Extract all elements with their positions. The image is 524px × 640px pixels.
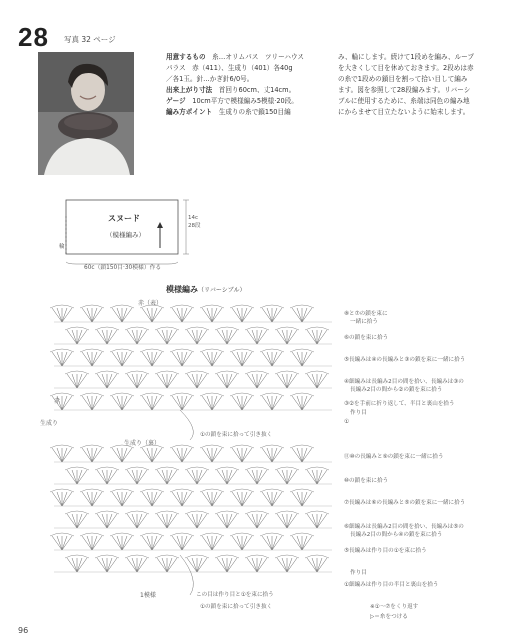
stitch-fan bbox=[80, 393, 104, 410]
stitch-fan bbox=[170, 305, 194, 322]
stitch-fan bbox=[65, 555, 89, 572]
stitch-fan bbox=[185, 555, 209, 572]
stitch-fan bbox=[260, 305, 284, 322]
schematic-wa-label: 輪 bbox=[59, 244, 65, 250]
stitch-fan bbox=[185, 511, 209, 528]
stitch-fan bbox=[200, 349, 224, 366]
stitch-fan bbox=[110, 349, 134, 366]
materials-line3: ／各1玉。針…かぎ針6/0号。 bbox=[166, 75, 254, 83]
stitch-fan bbox=[260, 489, 284, 506]
stitch-fan bbox=[125, 327, 149, 344]
stitch-fan bbox=[290, 305, 314, 322]
stitch-fan bbox=[125, 371, 149, 388]
label-one-motif: 1模様 bbox=[140, 592, 156, 599]
stitch-fan bbox=[260, 445, 284, 462]
stitch-fan bbox=[50, 533, 74, 550]
stitch-fan bbox=[170, 349, 194, 366]
stitch-fan bbox=[305, 511, 329, 528]
instruction-line: の糸で1段めの鎖目を割って拾い目して編み bbox=[338, 75, 468, 83]
stitch-fan bbox=[95, 511, 119, 528]
stitch-fan bbox=[230, 305, 254, 322]
stitch-fan bbox=[155, 555, 179, 572]
leader-line bbox=[180, 410, 193, 440]
instruction-line: を大きくして目を休めておきます。2段めは赤 bbox=[338, 64, 474, 72]
stitch-fan bbox=[80, 305, 104, 322]
stitch-fan bbox=[290, 445, 314, 462]
chart-title-main: 模様編み bbox=[166, 285, 198, 294]
stitch-fan bbox=[125, 555, 149, 572]
stitch-fan bbox=[260, 349, 284, 366]
instructions-block bbox=[338, 52, 513, 118]
point-label: 編み方ポイント bbox=[166, 108, 213, 116]
stitch-fan bbox=[95, 371, 119, 388]
stitch-fan bbox=[140, 349, 164, 366]
stitch-fan bbox=[305, 555, 329, 572]
stitch-fan bbox=[290, 489, 314, 506]
schematic-subtitle: （模様編み） bbox=[106, 231, 145, 239]
stitch-fan bbox=[200, 533, 224, 550]
model-photo-illustration bbox=[38, 52, 134, 175]
stitch-fan bbox=[140, 393, 164, 410]
stitch-fan bbox=[50, 305, 74, 322]
stitch-fan bbox=[215, 467, 239, 484]
instruction-line: ブルに使用するために、糸端は同色の編み地 bbox=[338, 97, 470, 105]
stitch-fan bbox=[185, 327, 209, 344]
stitch-fan bbox=[260, 533, 284, 550]
stitch-fan bbox=[80, 533, 104, 550]
page-number: 96 bbox=[18, 626, 29, 635]
stitch-fan bbox=[140, 305, 164, 322]
instruction-line: み、輪にします。続けて1段めを編み、ループ bbox=[338, 53, 475, 61]
stitch-fan bbox=[125, 467, 149, 484]
label-kinari: 生成り bbox=[40, 420, 59, 427]
chart-title-note: （リバーシブル） bbox=[198, 287, 246, 294]
materials-block bbox=[166, 52, 346, 118]
stitch-fan bbox=[230, 489, 254, 506]
stitch-fan bbox=[50, 349, 74, 366]
materials-line1: 糸…オリムパス ツリーハウス bbox=[212, 53, 304, 61]
stitch-fan bbox=[185, 467, 209, 484]
stitch-fan bbox=[185, 371, 209, 388]
stitch-fan bbox=[275, 467, 299, 484]
stitch-fan bbox=[170, 393, 194, 410]
stitch-fan bbox=[290, 533, 314, 550]
stitch-fan bbox=[215, 371, 239, 388]
stitch-fan bbox=[200, 489, 224, 506]
pattern-number: 28 bbox=[18, 22, 49, 52]
stitch-fan bbox=[140, 445, 164, 462]
stitch-fan bbox=[215, 555, 239, 572]
instruction-line: にからませて目立たないように始末します。 bbox=[338, 108, 470, 116]
stitch-fan bbox=[200, 445, 224, 462]
stitch-fan bbox=[305, 467, 329, 484]
stitch-fan bbox=[245, 327, 269, 344]
stitch-fan bbox=[110, 393, 134, 410]
stitch-fan bbox=[125, 511, 149, 528]
stitch-fan bbox=[170, 489, 194, 506]
schematic-title: スヌード bbox=[108, 214, 140, 223]
stitch-fan bbox=[245, 467, 269, 484]
materials-label: 用意するもの bbox=[166, 53, 206, 61]
stitch-fan bbox=[80, 349, 104, 366]
stitch-chart-diagram bbox=[40, 300, 340, 610]
stitch-fan bbox=[260, 393, 284, 410]
instruction-line: ます。図を参照して28段編みます。リバーシ bbox=[338, 86, 471, 94]
stitch-fan bbox=[140, 533, 164, 550]
legend-repeat: ※①～⑦をくり返す bbox=[370, 604, 419, 610]
stitch-fan bbox=[305, 327, 329, 344]
stitch-fan bbox=[155, 371, 179, 388]
stitch-fan bbox=[110, 305, 134, 322]
stitch-fan bbox=[305, 371, 329, 388]
stitch-fan bbox=[155, 327, 179, 344]
schematic-height-label: 14c 28段 bbox=[188, 215, 201, 229]
point-value: 生成りの糸で鎖150目編 bbox=[218, 108, 291, 116]
stitch-fan bbox=[230, 533, 254, 550]
stitch-fan bbox=[50, 489, 74, 506]
stitch-fan bbox=[65, 327, 89, 344]
stitch-fan bbox=[230, 393, 254, 410]
stitch-fan bbox=[50, 445, 74, 462]
stitch-fan bbox=[245, 555, 269, 572]
legend-yarn: ▷＝糸をつける bbox=[370, 614, 408, 620]
stitch-fan bbox=[290, 393, 314, 410]
stitch-fan bbox=[155, 511, 179, 528]
model-photo bbox=[38, 52, 134, 175]
stitch-fan bbox=[65, 371, 89, 388]
stitch-fan bbox=[245, 371, 269, 388]
stitch-fan bbox=[80, 445, 104, 462]
stitch-fan bbox=[80, 489, 104, 506]
stitch-fan bbox=[95, 327, 119, 344]
stitch-fan bbox=[230, 445, 254, 462]
chart-lower-label: 生成り（裏） bbox=[124, 440, 161, 447]
chart-top-label: 赤（表） bbox=[138, 300, 163, 307]
gauge-value: 10cm平方で模様編み5模様·20段。 bbox=[192, 97, 298, 105]
stitch-fan bbox=[245, 511, 269, 528]
stitch-fan bbox=[110, 489, 134, 506]
stitch-fan bbox=[215, 511, 239, 528]
chart-title bbox=[166, 284, 245, 295]
stitch-fan bbox=[95, 555, 119, 572]
note-bottom-2: ①の鎖を束に拾って引き抜く bbox=[200, 604, 273, 610]
stitch-fan bbox=[140, 489, 164, 506]
note-bottom-1: この目は作り目と①を束に拾う bbox=[196, 592, 274, 598]
stitch-fan bbox=[290, 349, 314, 366]
stitch-fan bbox=[275, 371, 299, 388]
stitch-fan bbox=[215, 327, 239, 344]
stitch-fan bbox=[200, 393, 224, 410]
size-label: 出来上がり寸法 bbox=[166, 86, 213, 94]
schematic-bottom-label: 60c（鎖150目·30模様）作る bbox=[84, 265, 162, 271]
stitch-fan bbox=[110, 533, 134, 550]
stitch-fan bbox=[65, 511, 89, 528]
leader-line bbox=[180, 555, 193, 595]
stitch-fan bbox=[95, 467, 119, 484]
note-mid: ①の鎖を束に拾って引き抜く bbox=[200, 432, 273, 438]
stitch-fan bbox=[170, 445, 194, 462]
photo-page-reference: 写真 32 ページ bbox=[64, 35, 116, 44]
stitch-fan bbox=[170, 533, 194, 550]
stitch-fan bbox=[155, 467, 179, 484]
stitch-fan bbox=[275, 555, 299, 572]
stitch-fan bbox=[230, 349, 254, 366]
stitch-fan bbox=[275, 511, 299, 528]
materials-line2: パラス 赤（411）、生成り（401）各40g bbox=[166, 64, 293, 72]
stitch-fan bbox=[200, 305, 224, 322]
stitch-fan bbox=[275, 327, 299, 344]
stitch-fan bbox=[65, 467, 89, 484]
stitch-fan bbox=[110, 445, 134, 462]
label-aka: 赤 bbox=[54, 398, 61, 405]
gauge-label: ゲージ bbox=[166, 97, 186, 105]
size-value: 首回り60cm、丈14cm。 bbox=[218, 86, 296, 94]
